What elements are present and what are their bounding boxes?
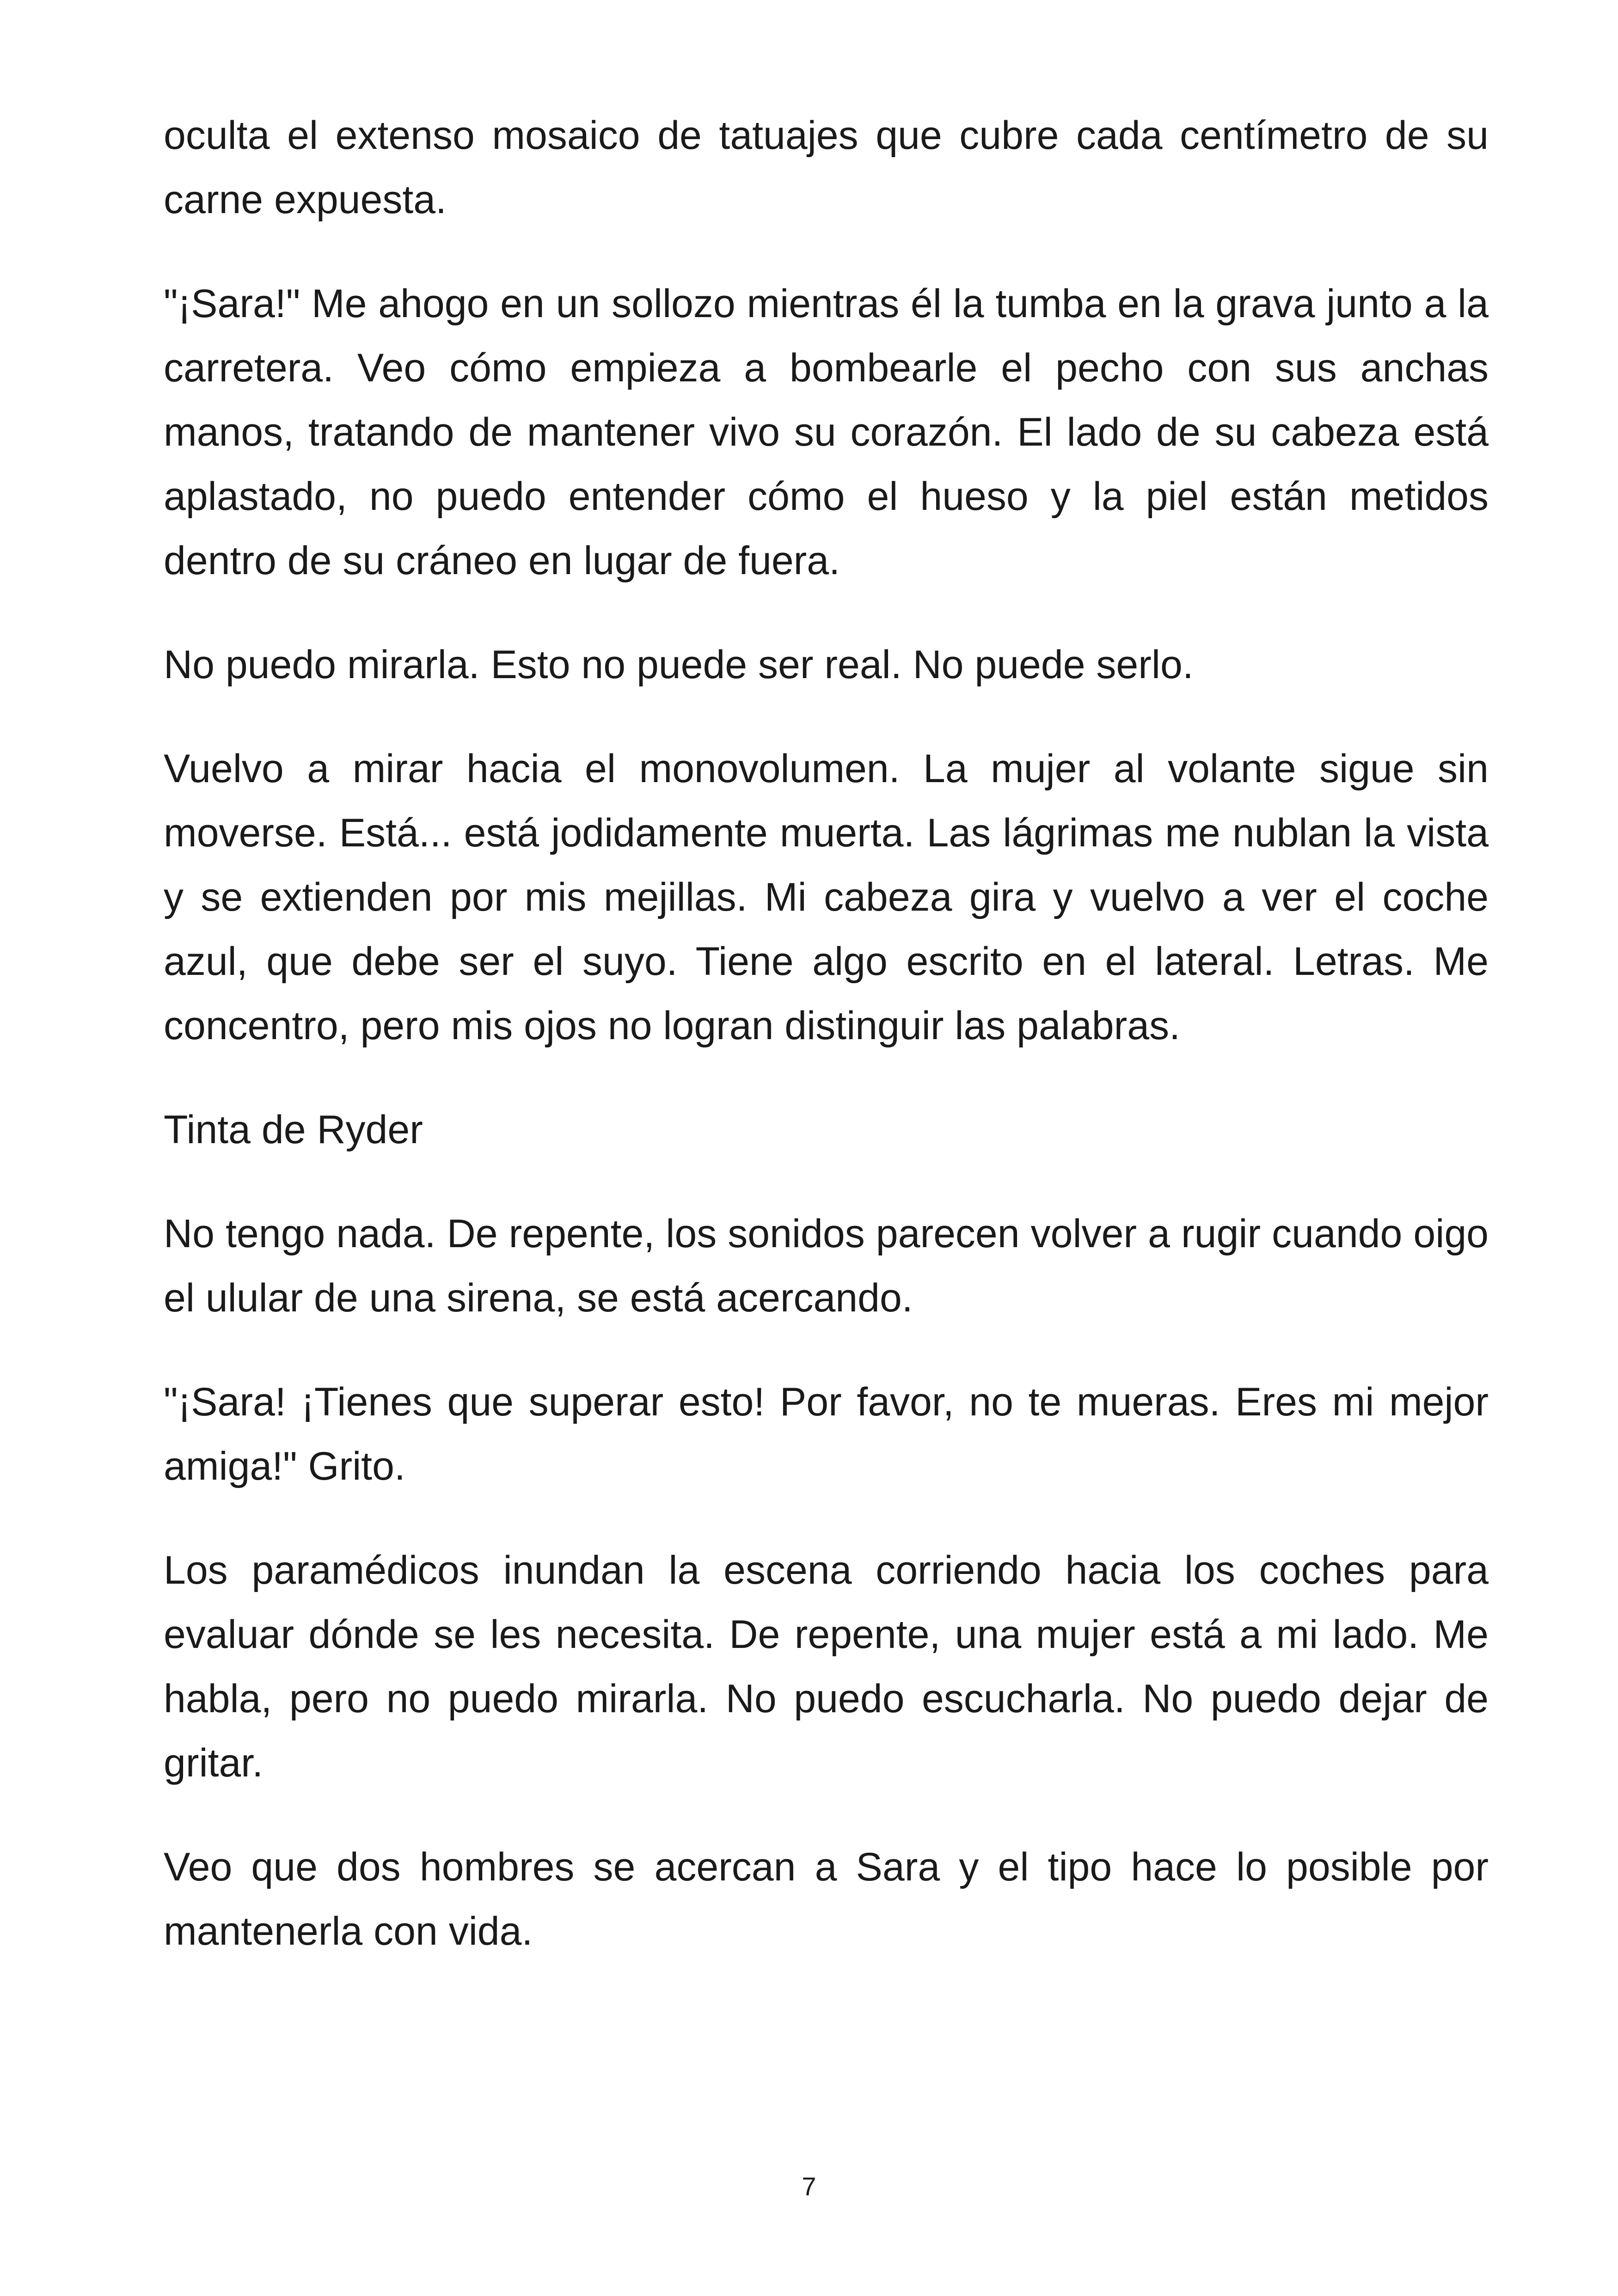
paragraph: Veo que dos hombres se acercan a Sara y el tipo hace lo posible por mantenerla con vida. (164, 1845, 1489, 1953)
paragraph: oculta el extenso mosaico de tatuajes que cubre cada centímetro de su carne expuesta. (164, 113, 1489, 222)
paragraph: Los paramédicos inundan la escena corriendo hacia los coches para evaluar dónde se les necesita. De repente, una mujer está a mi lado. Me habla, pero no puedo mirarla. No puedo escucharla. No puedo dejar de gritar. (164, 1548, 1489, 1785)
paragraph: "¡Sara! ¡Tienes que superar esto! Por favor, no te mueras. Eres mi mejor amiga!" Grito. (164, 1380, 1489, 1488)
paragraph: Tinta de Ryder (164, 1108, 423, 1152)
paragraph: No puedo mirarla. Esto no puede ser real. No puede serlo. (164, 643, 1194, 687)
page-number: 7 (802, 2172, 816, 2201)
paragraph: No tengo nada. De repente, los sonidos parecen volver a rugir cuando oigo el ulular de una sirena, se está acercando. (164, 1212, 1489, 1320)
paragraph: Vuelvo a mirar hacia el monovolumen. La mujer al volante sigue sin moverse. Está... está jodidamente muerta. Las lágrimas me nublan la vista y se extienden por mis mejillas. Mi cabeza gira y vuelvo a ver el coche azul, que debe ser el suyo. Tiene algo escrito en el lateral. Letras. Me concentro, pero mis ojos no logran distinguir las palabras. (164, 747, 1489, 1048)
paragraph: "¡Sara!" Me ahogo en un sollozo mientras él la tumba en la grava junto a la carretera. Veo cómo empieza a bombearle el pecho con sus anchas manos, tratando de mantener vivo su corazón. El lado de su cabeza está aplastado, no puedo entender cómo el hueso y la piel están metidos dentro de su cráneo en lugar de fuera. (164, 282, 1489, 583)
body-text (164, 104, 1489, 2003)
